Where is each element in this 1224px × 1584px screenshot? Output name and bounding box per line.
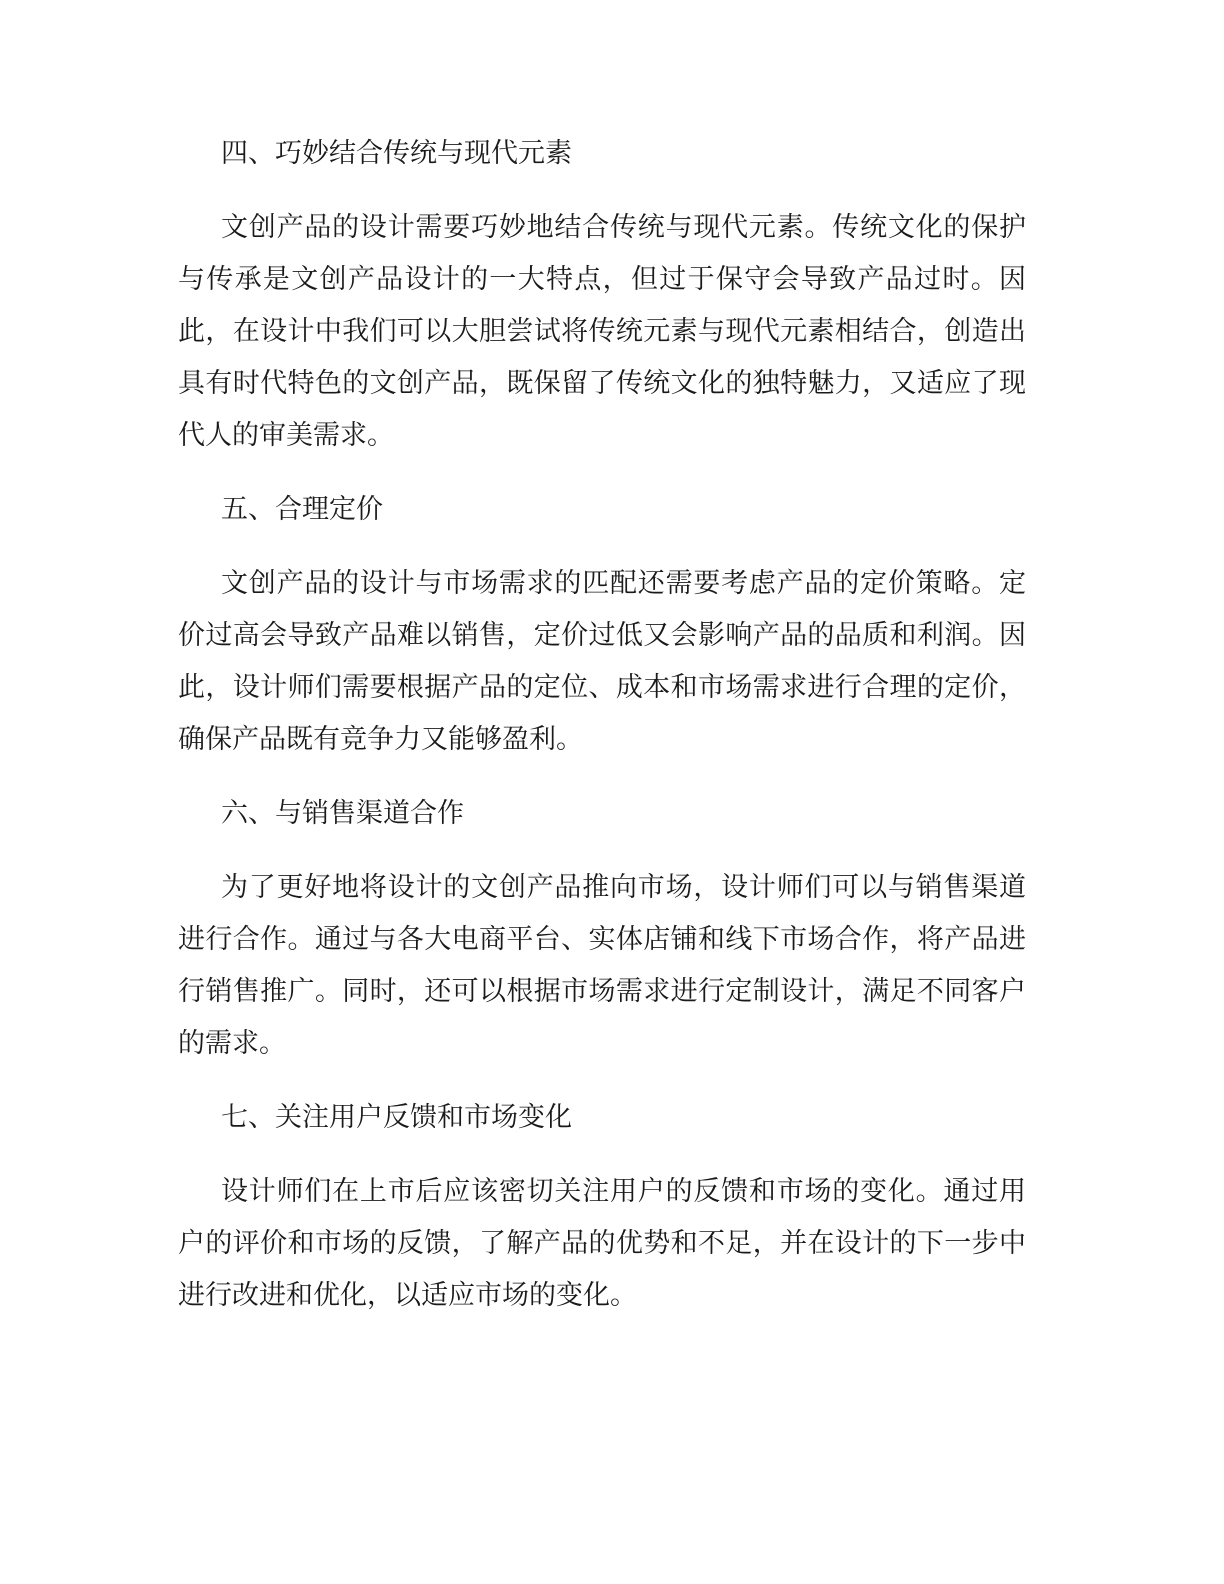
- section-paragraph: 为了更好地将设计的文创产品推向市场，设计师们可以与销售渠道进行合作。通过与各大电商平台、实体店铺和线下市场合作，将产品进行销售推广。同时，还可以根据市场需求进行定制设计，满足不同客户的需求。: [178, 872, 1026, 1059]
- section-heading: 七、关注用户反馈和市场变化: [221, 1102, 572, 1133]
- section-paragraph: 设计师们在上市后应该密切关注用户的反馈和市场的变化。通过用户的评价和市场的反馈，了解产品的优势和不足，并在设计的下一步中进行改进和优化，以适应市场的变化。: [178, 1176, 1026, 1311]
- section-heading: 六、与销售渠道合作: [221, 798, 464, 829]
- section-paragraph: 文创产品的设计与市场需求的匹配还需要考虑产品的定价策略。定价过高会导致产品难以销售，定价过低又会影响产品的品质和利润。因此，设计师们需要根据产品的定位、成本和市场需求进行合理的定价，确保产品既有竞争力又能够盈利。: [178, 568, 1026, 755]
- section-paragraph: 文创产品的设计需要巧妙地结合传统与现代元素。传统文化的保护与传承是文创产品设计的一大特点，但过于保守会导致产品过时。因此，在设计中我们可以大胆尝试将传统元素与现代元素相结合，创造出具有时代特色的文创产品，既保留了传统文化的独特魅力，又适应了现代人的审美需求。: [178, 212, 1026, 451]
- section-heading: 五、合理定价: [221, 494, 383, 525]
- document-body: [178, 128, 1026, 1344]
- section-heading: 四、巧妙结合传统与现代元素: [221, 138, 572, 169]
